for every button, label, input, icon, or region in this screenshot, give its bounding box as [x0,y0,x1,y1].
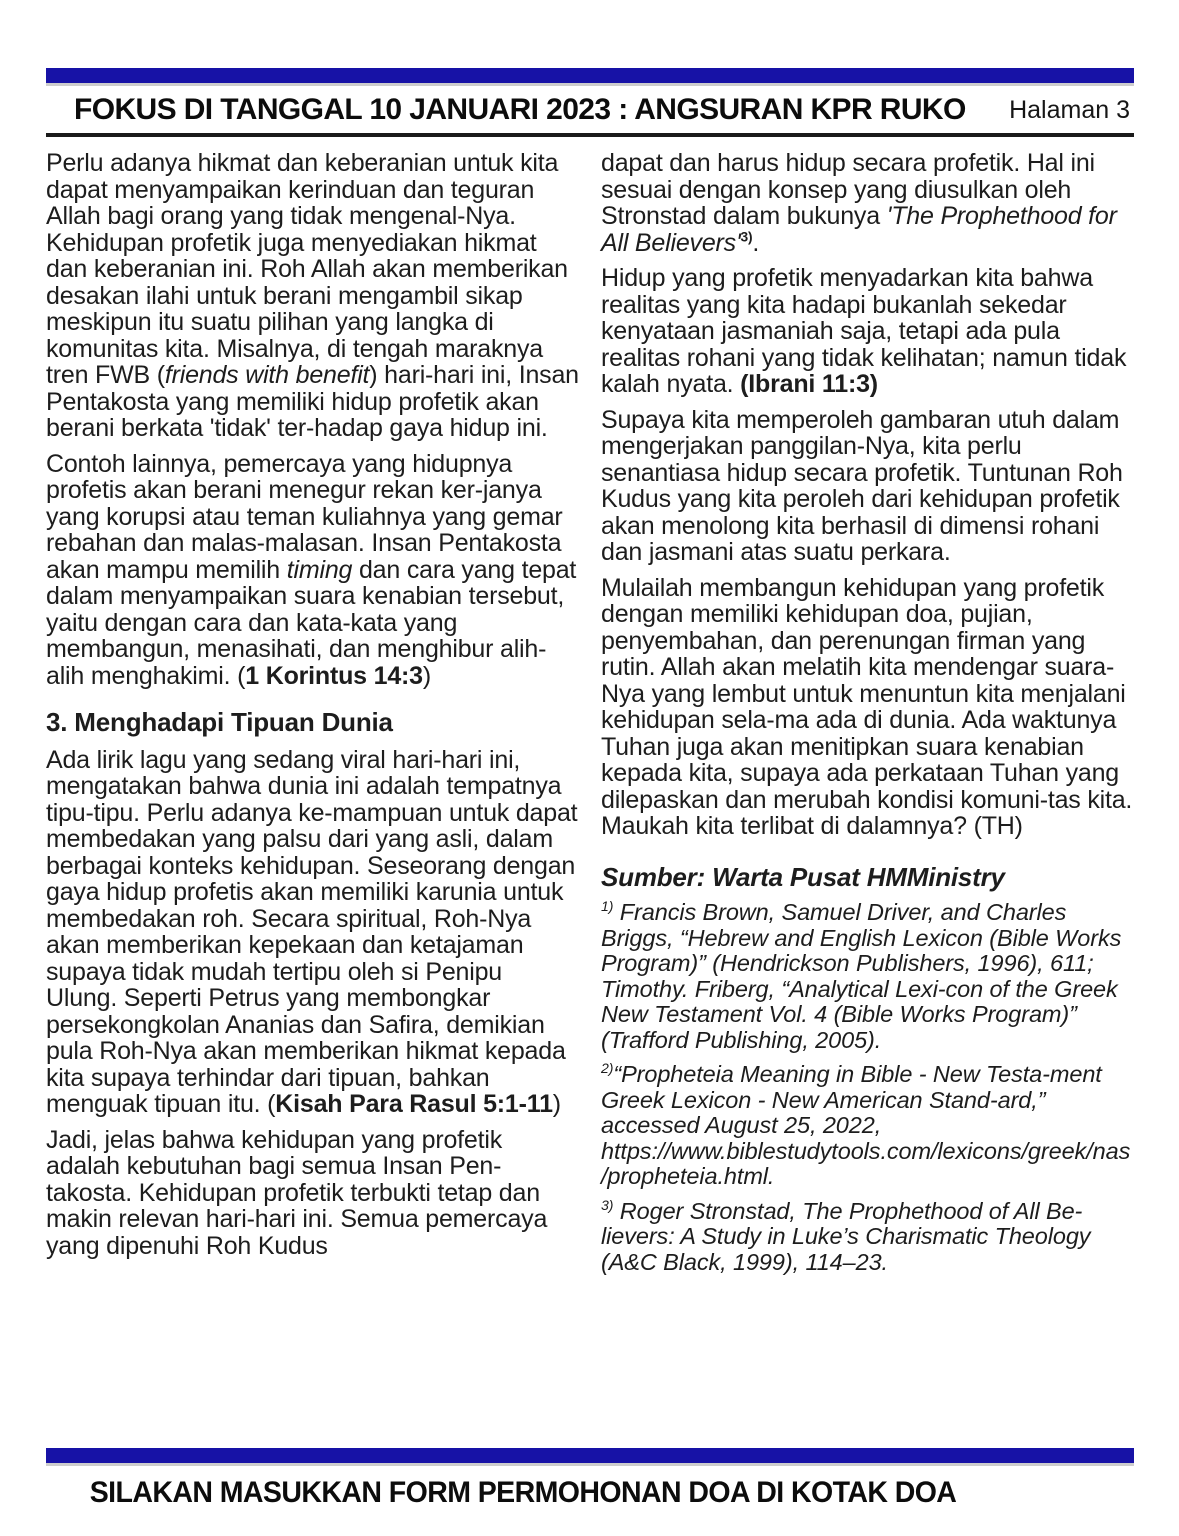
page-content [46,68,1134,1275]
footnote-1 [601,900,1134,1053]
footnote-text: “Propheteia Meaning in Bible - New Testa-ment Greek Lexicon - New American Stand-ard,” accessed August 25, 2022, https://www.biblestudytools.com/lexicons/greek/nas/propheteia.html. [601,1061,1131,1189]
text-run: Jadi, jelas bahwa kehidupan yang profetik adalah kebutuhan bagi semua Insan Pen-takosta. Kehidupan profetik terbukti tetap dan makin relevan hari-hari ini. Semua pemercaya yang dipenuhi Roh Kudus [46,1125,548,1260]
page-number: Halaman 3 [1009,96,1130,124]
text-run: ) hari-hari ini, Insan Pentakosta yang memiliki hidup profetik akan berani berkata 'tidak' ter-hadap gaya hidup ini. [46,361,579,442]
text-run: Contoh lainnya, pemercaya yang hidupnya profetis akan berani menegur rekan ker-janya yang korupsi atau teman kuliahnya yang gemar rebahan dan malas-malasan. Insan Pentakosta akan mampu memilih [46,449,563,584]
page-header [46,86,1134,133]
text-run: Supaya kita memperoleh gambaran utuh dalam mengerjakan panggilan-Nya, kita perlu senantiasa hidup secara profetik. Tuntunan Roh Kudus yang kita peroleh dari kehidupan profetik akan menolong kita berhasil di dimensi rohani dan jasmani atas suatu perkara. [601,405,1123,566]
bible-reference: Kisah Para Rasul 5:1-11 [275,1090,553,1118]
text-run: dan cara yang tepat dalam menyampaikan suara kenabian tersebut, yaitu dengan cara dan kata-kata yang membangun, menasihati, dan menghibur alih-alih menghakimi. ( [46,555,577,690]
bottom-accent-bar [46,1448,1134,1466]
article-columns [46,150,1134,1275]
bible-reference: (Ibrani 11:3) [740,370,878,398]
paragraph-7 [601,407,1134,566]
section-heading: 3. Menghadapi Tipuan Dunia [46,707,393,737]
text-run: dapat dan harus hidup secara profetik. Hal ini sesuai dengan konsep yang diusulkan oleh Stronstad dalam bukunya [601,149,1095,230]
page-footer [46,1448,1134,1510]
footer-banner-text: SILAKAN MASUKKAN FORM PERMOHONAN DOA DI KOTAK DOA [89,1476,957,1509]
paragraph-2 [46,451,579,690]
paragraph-8 [601,575,1134,840]
source-heading: Sumber: Warta Pusat HMMinistry [601,861,1005,892]
text-run: Hidup yang profetik menyadarkan kita bahwa realitas yang kita hadapi bukanlah sekedar kenyataan jasmaniah saja, tetapi ada pula realitas rohani yang tidak kelihatan; namun tidak kalah nyata. [601,264,1127,398]
text-run: . [752,228,760,257]
header-rule [46,133,1134,137]
footnote-marker: 3) [601,1196,614,1213]
paragraph-5 [601,150,1134,256]
page-title: FOKUS DI TANGGAL 10 JANUARI 2023 : ANGSURAN KPR RUKO [74,93,966,126]
footnote-3 [601,1196,1134,1276]
bible-reference: 1 Korintus 14:3 [245,661,423,690]
paragraph-3 [46,747,579,1118]
footnote-marker: 1) [601,898,614,915]
text-run: ) [422,661,432,690]
text-run: Perlu adanya hikmat dan keberanian untuk kita dapat menyampaikan kerinduan dan teguran Allah bagi orang yang tidak mengenal-Nya. Kehidupan profetik juga menyediakan hikmat dan keberanian ini. Roh Allah akan memberikan desakan ilahi untuk berani mengambil sikap meskipun itu suatu pilihan yang langka di komunitas kita. Misalnya, di tengah maraknya tren FWB ( [46,149,568,389]
footnote-reference: 3) [740,229,753,245]
text-run: Ada lirik lagu yang sedang viral hari-hari ini, mengatakan bahwa dunia ini adalah tempatnya tipu-tipu. Perlu adanya ke-mampuan untuk dapat membedakan yang palsu dari yang asli, dalam berbagai konteks kehidupan. Seseorang dengan gaya hidup profetis akan memiliki karunia untuk membedakan roh. Secara spiritual, Roh-Nya akan memberikan kepekaan dan ketajaman supaya tidak mudah tertipu oleh si Penipu Ulung. Seperti Petrus yang membongkar persekongkolan Ananias dan Safira, demikian pula Roh-Nya akan memberikan hikmat kepada kita supaya terhindar dari tipuan, bahkan menguak tipuan itu. ( [46,745,578,1118]
paragraph-4 [46,1127,579,1260]
footnote-2 [601,1062,1134,1190]
footnote-marker: 2) [601,1060,614,1077]
column-left [46,150,579,1275]
paragraph-1 [46,150,579,442]
italic-run: timing [286,555,353,584]
italic-book-title: 'The Prophethood for All Believers' [601,202,1117,257]
footnote-text: Francis Brown, Samuel Driver, and Charles Briggs, “Hebrew and English Lexicon (Bible Works Program)” (Hendrickson Publishers, 1996), 611; Timothy. Friberg, “Analytical Lexi-con of the Greek New Testament Vol. 4 (Bible Works Program)” (Trafford Publishing, 2005). [601,899,1122,1053]
italic-run: friends with benefit [164,361,370,389]
column-right [601,150,1134,1275]
footnote-text: Roger Stronstad, The Prophethood of All Be-lievers: A Study in Luke’s Charismatic Theology (A&C Black, 1999), 114–23. [601,1197,1091,1275]
text-run: ) [552,1090,561,1118]
text-run: Mulailah membangun kehidupan yang profetik dengan memiliki kehidupan doa, pujian, penyembahan, dan perenungan firman yang rutin. Allah akan melatih kita mendengar suara-Nya yang lembut untuk menuntun kita menjalani kehidupan sela-ma ada di dunia. Ada waktunya Tuhan juga akan menitipkan suara kenabian kepada kita, supaya ada perkataan Tuhan yang dilepaskan dan merubah kondisi komuni-tas kita. Maukah kita terlibat di dalamnya? (TH) [601,573,1133,840]
top-accent-bar [46,68,1134,86]
paragraph-6 [601,265,1134,398]
